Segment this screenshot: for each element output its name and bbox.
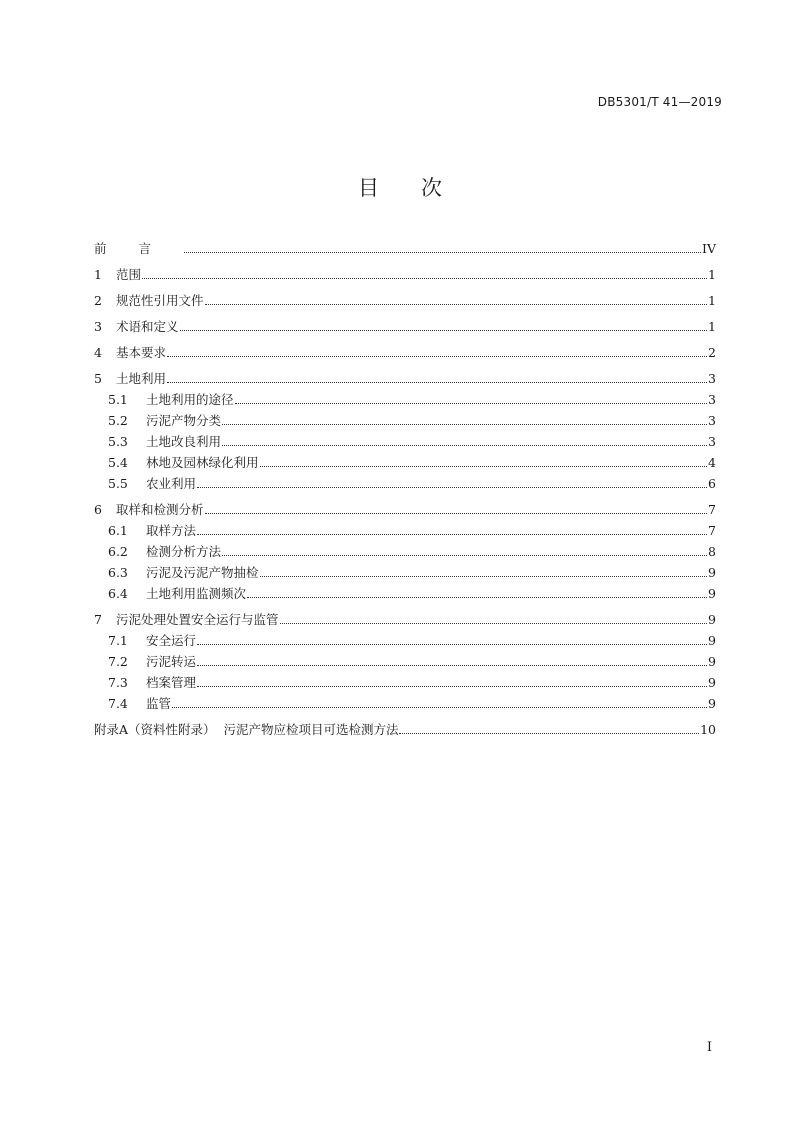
toc-entry-label: 检测分析方法 [146, 544, 222, 559]
toc-entry[interactable] [94, 238, 716, 259]
toc-entry[interactable] [94, 651, 716, 672]
toc-entry-page: 3 [708, 371, 716, 386]
dot-leader [197, 533, 707, 535]
dot-leader [222, 423, 707, 425]
dot-leader [247, 596, 707, 598]
dot-leader [280, 622, 708, 624]
toc-entry-page: 3 [708, 434, 716, 449]
toc-entry[interactable] [94, 410, 716, 431]
toc-entry[interactable] [94, 609, 716, 630]
toc-entry-page: 7 [708, 523, 716, 538]
toc-entry[interactable] [94, 389, 716, 410]
dot-leader [205, 303, 708, 305]
toc-entry-label: 附录A（资料性附录） 污泥产物应检项目可选检测方法 [94, 722, 399, 737]
toc-entry-number: 7 [94, 612, 102, 627]
toc-entry-number: 1 [94, 267, 102, 282]
toc-entry-number: 5.1 [108, 392, 128, 407]
toc-entry-number: 6.3 [108, 565, 128, 580]
toc-entry-number: 5.2 [108, 413, 128, 428]
toc-entry[interactable] [94, 342, 716, 363]
toc-entry[interactable] [94, 719, 716, 740]
toc-entry-number: 6 [94, 502, 102, 517]
dot-leader [222, 444, 707, 446]
toc-entry[interactable] [94, 452, 716, 473]
toc-entry-number: 6.4 [108, 586, 128, 601]
toc-entry[interactable] [94, 562, 716, 583]
toc-entry-label: 取样方法 [146, 523, 197, 538]
toc-entry[interactable] [94, 499, 716, 520]
toc-entry-number: 7.4 [108, 696, 128, 711]
toc-entry-label: 污泥处理处置安全运行与监管 [116, 612, 279, 627]
toc-entry-page: 9 [708, 654, 716, 669]
page-number: I [706, 1040, 712, 1055]
toc-entry[interactable] [94, 541, 716, 562]
toc-entry-page: 7 [708, 502, 716, 517]
toc-entry[interactable] [94, 431, 716, 452]
toc-entry[interactable] [94, 672, 716, 693]
toc-entry[interactable] [94, 520, 716, 541]
dot-leader [197, 486, 707, 488]
toc-entry-page: 9 [708, 633, 716, 648]
dot-leader [235, 402, 708, 404]
toc-entry-number: 7.1 [108, 633, 128, 648]
toc-entry-page: IV [702, 241, 716, 256]
toc-entry-page: 3 [708, 413, 716, 428]
toc-entry-page: 4 [708, 455, 716, 470]
toc-entry-page: 9 [708, 612, 716, 627]
toc-entry-number: 3 [94, 319, 102, 334]
dot-leader [399, 732, 699, 734]
toc-entry-label: 规范性引用文件 [116, 293, 204, 308]
table-of-contents [94, 238, 716, 740]
toc-entry-page: 9 [708, 696, 716, 711]
toc-entry-label: 土地利用 [116, 371, 167, 386]
toc-entry-label: 范围 [116, 267, 142, 282]
toc-entry-number: 6.1 [108, 523, 128, 538]
toc-entry-label: 档案管理 [146, 675, 197, 690]
dot-leader [167, 381, 707, 383]
toc-entry-label: 取样和检测分析 [116, 502, 204, 517]
toc-entry[interactable] [94, 368, 716, 389]
toc-entry-page: 2 [708, 345, 716, 360]
toc-entry-label: 安全运行 [146, 633, 197, 648]
toc-entry-page: 9 [708, 565, 716, 580]
toc-entry-page: 9 [708, 675, 716, 690]
toc-entry-page: 10 [700, 722, 716, 737]
dot-leader [260, 465, 708, 467]
toc-entry-page: 1 [708, 293, 716, 308]
toc-entry-number: 7.2 [108, 654, 128, 669]
dot-leader [172, 706, 707, 708]
toc-entry-number: 5.3 [108, 434, 128, 449]
dot-leader [197, 685, 707, 687]
toc-entry-label: 前言 [94, 241, 184, 256]
toc-entry-label: 土地利用监测频次 [146, 586, 247, 601]
toc-entry-number: 5.4 [108, 455, 128, 470]
toc-entry-label: 污泥及污泥产物抽检 [146, 565, 259, 580]
toc-entry-label: 术语和定义 [116, 319, 179, 334]
toc-entry-label: 监管 [146, 696, 172, 711]
toc-entry-page: 1 [708, 267, 716, 282]
toc-entry-page: 1 [708, 319, 716, 334]
dot-leader [184, 251, 701, 253]
dot-leader [167, 355, 707, 357]
toc-entry-page: 8 [708, 544, 716, 559]
toc-entry[interactable] [94, 473, 716, 494]
dot-leader [205, 512, 708, 514]
toc-entry-number: 4 [94, 345, 102, 360]
toc-entry-label: 土地利用的途径 [146, 392, 234, 407]
toc-entry[interactable] [94, 316, 716, 337]
toc-entry-label: 污泥转运 [146, 654, 197, 669]
toc-entry-label: 农业利用 [146, 476, 197, 491]
toc-entry-number: 7.3 [108, 675, 128, 690]
toc-entry-page: 6 [708, 476, 716, 491]
document-code: DB5301/T 41—2019 [597, 95, 722, 109]
toc-entry-number: 2 [94, 293, 102, 308]
toc-entry-number: 6.2 [108, 544, 128, 559]
dot-leader [180, 329, 708, 331]
toc-entry-number: 5.5 [108, 476, 128, 491]
toc-entry[interactable] [94, 264, 716, 285]
toc-entry-label: 基本要求 [116, 345, 167, 360]
dot-leader [197, 664, 707, 666]
toc-entry-number: 5 [94, 371, 102, 386]
dot-leader [260, 575, 708, 577]
dot-leader [197, 643, 707, 645]
toc-entry-page: 3 [708, 392, 716, 407]
dot-leader [222, 554, 707, 556]
toc-entry-page: 9 [708, 586, 716, 601]
toc-entry-label: 土地改良利用 [146, 434, 222, 449]
toc-entry-label: 林地及园林绿化利用 [146, 455, 259, 470]
toc-entry[interactable] [94, 693, 716, 714]
toc-entry[interactable] [94, 583, 716, 604]
page-title: 目次 [358, 176, 484, 200]
toc-entry-label: 污泥产物分类 [146, 413, 222, 428]
toc-entry[interactable] [94, 290, 716, 311]
toc-entry[interactable] [94, 630, 716, 651]
dot-leader [142, 277, 707, 279]
